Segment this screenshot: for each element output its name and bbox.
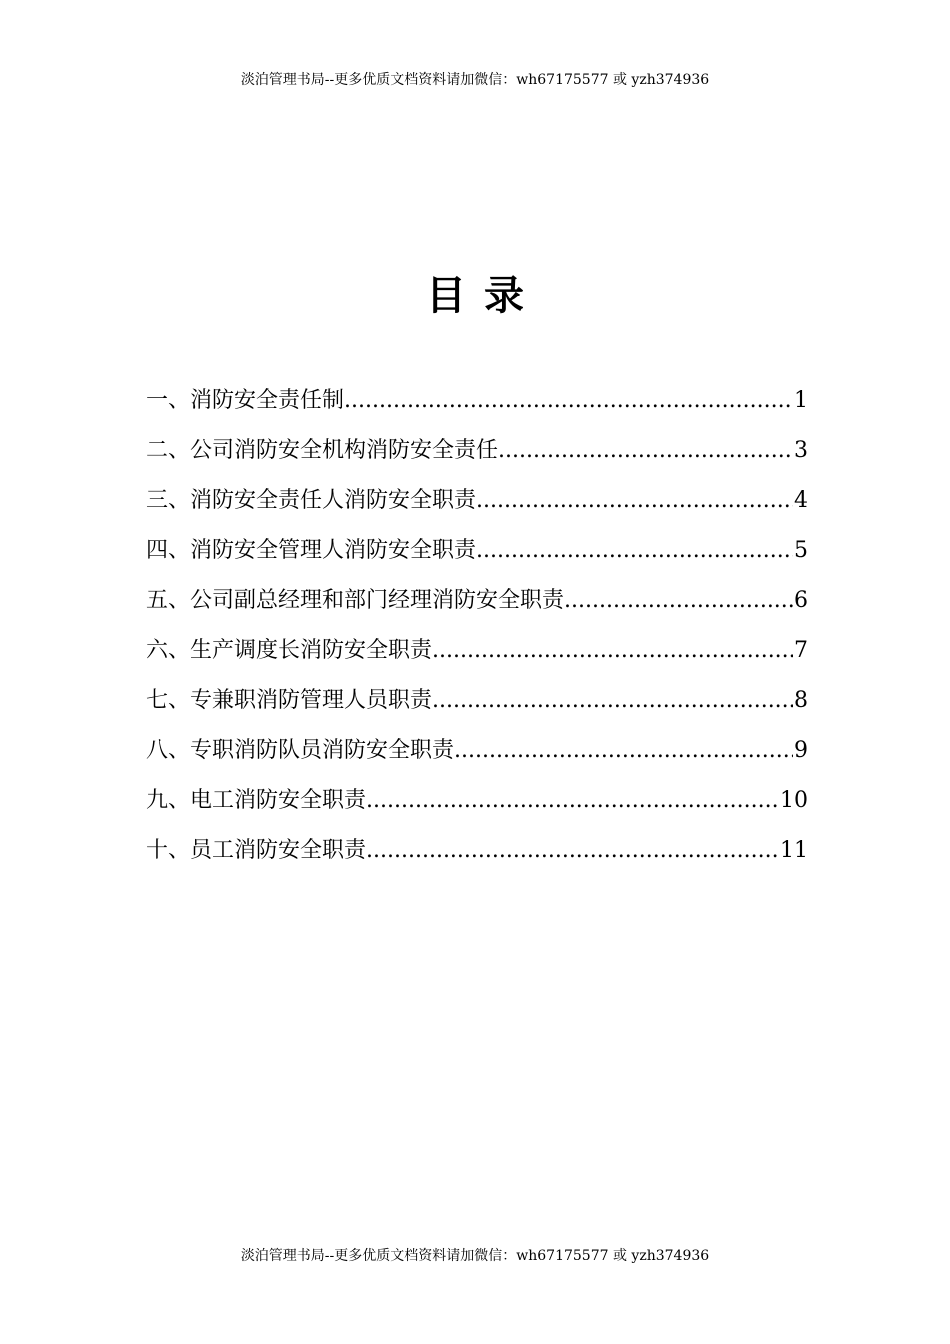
toc-entry[interactable] [146, 776, 808, 826]
toc-entry-page: 7 [794, 638, 808, 663]
toc-entry[interactable] [146, 726, 808, 776]
toc-dot-leader [476, 526, 793, 576]
toc-dot-leader [564, 576, 793, 626]
toc-dot-leader [454, 726, 793, 776]
table-of-contents [146, 376, 808, 876]
toc-entry-label: 六、生产调度长消防安全职责 [146, 638, 433, 663]
header-note: 淡泊管理书局--更多优质文档资料请加微信：wh67175577 或 yzh374936 [240, 72, 710, 88]
toc-entry-label: 四、消防安全管理人消防安全职责 [146, 538, 477, 563]
toc-entry-label: 一、消防安全责任制 [146, 388, 345, 413]
toc-entry-label: 二、公司消防安全机构消防安全责任 [146, 438, 499, 463]
toc-entry-page: 1 [794, 388, 808, 413]
toc-entry-label: 九、电工消防安全职责 [146, 788, 367, 813]
toc-entry-page: 8 [794, 688, 808, 713]
toc-entry-page: 5 [794, 538, 808, 563]
toc-entry[interactable] [146, 826, 808, 876]
toc-entry-page: 6 [794, 588, 808, 613]
toc-entry[interactable] [146, 526, 808, 576]
toc-entry-page: 11 [780, 838, 808, 863]
toc-entry-label: 七、专兼职消防管理人员职责 [146, 688, 433, 713]
footer-note: 淡泊管理书局--更多优质文档资料请加微信：wh67175577 或 yzh374936 [240, 1248, 710, 1264]
toc-entry-label: 三、消防安全责任人消防安全职责 [146, 488, 477, 513]
toc-entry-page: 10 [780, 788, 808, 813]
toc-dot-leader [498, 426, 793, 476]
toc-entry-page: 3 [794, 438, 808, 463]
toc-dot-leader [366, 826, 779, 876]
toc-entry[interactable] [146, 376, 808, 426]
toc-dot-leader [432, 626, 793, 676]
toc-dot-leader [476, 476, 793, 526]
toc-dot-leader [344, 376, 793, 426]
toc-entry[interactable] [146, 476, 808, 526]
toc-entry-label: 五、公司副总经理和部门经理消防安全职责 [146, 588, 565, 613]
page-title: 目录 [426, 272, 542, 319]
toc-entry[interactable] [146, 576, 808, 626]
toc-entry-label: 十、员工消防安全职责 [146, 838, 367, 863]
toc-entry[interactable] [146, 426, 808, 476]
toc-dot-leader [432, 676, 793, 726]
toc-dot-leader [366, 776, 779, 826]
toc-entry-page: 9 [794, 738, 808, 763]
toc-entry[interactable] [146, 676, 808, 726]
toc-entry-label: 八、专职消防队员消防安全职责 [146, 738, 455, 763]
toc-entry[interactable] [146, 626, 808, 676]
toc-entry-page: 4 [794, 488, 808, 513]
